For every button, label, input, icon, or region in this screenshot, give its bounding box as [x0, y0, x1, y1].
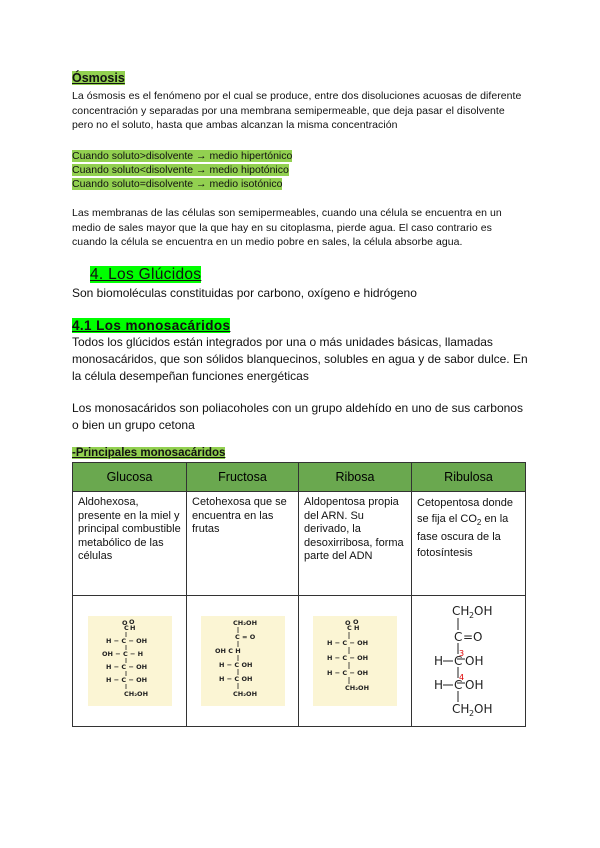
- column-header-fructosa: Fructosa: [187, 463, 299, 492]
- table-row-descriptions: [73, 492, 526, 596]
- svg-text:H: H: [354, 624, 360, 632]
- svg-text:O: O: [345, 619, 351, 627]
- monosacaridos-table: [72, 462, 526, 727]
- svg-text:O: O: [121, 619, 128, 627]
- svg-text:H − C − OH: H − C − OH: [105, 663, 147, 671]
- desc-fructosa: Cetohexosa que se encuentra en las frutas: [187, 492, 299, 596]
- condition-hypotonic: Cuando soluto<disolvente → medio hipotónico: [72, 164, 289, 176]
- ribosa-structure-image: [313, 616, 397, 706]
- desc-glucosa: Aldohexosa, presente en la miel y principal combustible metabólico de las células: [73, 492, 187, 596]
- svg-text:OH C H: OH C H: [214, 647, 241, 655]
- svg-text:O: O: [128, 618, 135, 626]
- ribulosa-structure-image: [424, 601, 514, 721]
- structure-glucosa: [73, 596, 187, 727]
- svg-text:H − C − OH: H − C − OH: [105, 676, 147, 684]
- svg-text:3: 3: [458, 649, 464, 658]
- desc-ribulosa: Cetopentosa donde se fija el $CO_2$ en la fase oscura de la fotosíntesis: [412, 492, 526, 596]
- svg-text:H: H: [433, 678, 443, 692]
- table-title: -Principales monosacáridos: [72, 447, 226, 459]
- glucosa-structure-image: [88, 616, 172, 706]
- svg-text:OH − C − H: OH − C − H: [101, 650, 143, 658]
- svg-text:=O: =O: [462, 630, 482, 644]
- monosacaridos-heading: 4.1 Los monosacáridos: [72, 318, 231, 333]
- svg-text:CH₂OH: CH₂OH: [232, 690, 257, 698]
- desc-ribosa: Aldopentosa propia del ARN. Su derivado, la desoxirribosa, forma parte del ADN: [299, 492, 412, 596]
- svg-text:H: H: [433, 654, 443, 668]
- membranes-paragraph: Las membranas de las células son semipermeables, cuando una célula se encuentra en un medio de sales mayor que la que hay en su citoplasma, pierde agua. El caso contrario es cuando la célula se encuentra en un medio pobre en sales, la célula absorbe agua.: [72, 207, 502, 248]
- monosacaridos-paragraph-1: Todos los glúcidos están integrados por una o más unidades básicas, llamadas monosacáridos, que son sólidos blanquecinos, solubles en agua y de sabor dulce. En la célula desempeñan funciones energéticas: [72, 335, 528, 383]
- condition-isotonic: Cuando soluto=disolvente → medio isotónico: [72, 178, 283, 190]
- osmosis-definition: La ósmosis es el fenómeno por el cual se produce, entre dos disoluciones acuosas de diferente concentración y separadas por una membrana semipermeable, que deja pasar el disolvente pero no el soluto, hasta que ambas alcanzan la misma concentración: [72, 90, 522, 131]
- svg-text:H − C OH: H − C OH: [218, 675, 252, 683]
- svg-text:H − C OH: H − C OH: [218, 661, 252, 669]
- svg-text:OH: OH: [473, 604, 492, 618]
- svg-text:H: H: [129, 624, 135, 632]
- osmosis-heading: Ósmosis: [72, 71, 125, 85]
- column-header-ribulosa: Ribulosa: [412, 463, 526, 492]
- svg-text:C = O: C = O: [234, 633, 255, 641]
- svg-text:C: C: [453, 678, 462, 692]
- condition-hypertonic: Cuando soluto>disolvente → medio hipertónico: [72, 150, 293, 162]
- svg-text:O: O: [353, 618, 359, 626]
- svg-text:H − C − OH: H − C − OH: [327, 639, 369, 647]
- glucidos-intro: Son biomoléculas constituidas por carbono, oxígeno e hidrógeno: [72, 286, 417, 300]
- table-header-row: [73, 463, 526, 492]
- table-row-structures: [73, 596, 526, 727]
- svg-text:2: 2: [468, 709, 474, 718]
- structure-ribosa: [299, 596, 412, 727]
- svg-text:H − C − OH: H − C − OH: [327, 654, 369, 662]
- svg-text:2: 2: [468, 611, 474, 620]
- svg-text:CH: CH: [451, 702, 469, 716]
- structure-fructosa: [187, 596, 299, 727]
- svg-text:H − C − OH: H − C − OH: [327, 669, 369, 677]
- svg-text:OH: OH: [464, 678, 483, 692]
- svg-text:OH: OH: [473, 702, 492, 716]
- svg-text:CH₂OH: CH₂OH: [123, 690, 148, 698]
- glucidos-heading: 4. Los Glúcidos: [90, 266, 202, 283]
- svg-text:C: C: [347, 624, 352, 632]
- svg-text:CH₂OH: CH₂OH: [345, 684, 370, 692]
- svg-text:CH: CH: [451, 604, 469, 618]
- fructosa-structure-image: [201, 616, 285, 706]
- svg-text:C: C: [453, 654, 462, 668]
- svg-text:CH₂OH: CH₂OH: [232, 619, 257, 627]
- structure-ribulosa: [412, 596, 526, 727]
- monosacaridos-paragraph-2: Los monosacáridos son poliacoholes con un grupo aldehído en uno de sus carbonos o bien un grupo cetona: [72, 401, 523, 432]
- svg-text:C: C: [123, 624, 129, 632]
- svg-text:OH: OH: [464, 654, 483, 668]
- column-header-ribosa: Ribosa: [299, 463, 412, 492]
- svg-text:C: C: [453, 630, 462, 644]
- column-header-glucosa: Glucosa: [73, 463, 187, 492]
- svg-text:4: 4: [458, 673, 464, 682]
- svg-text:H − C − OH: H − C − OH: [105, 637, 147, 645]
